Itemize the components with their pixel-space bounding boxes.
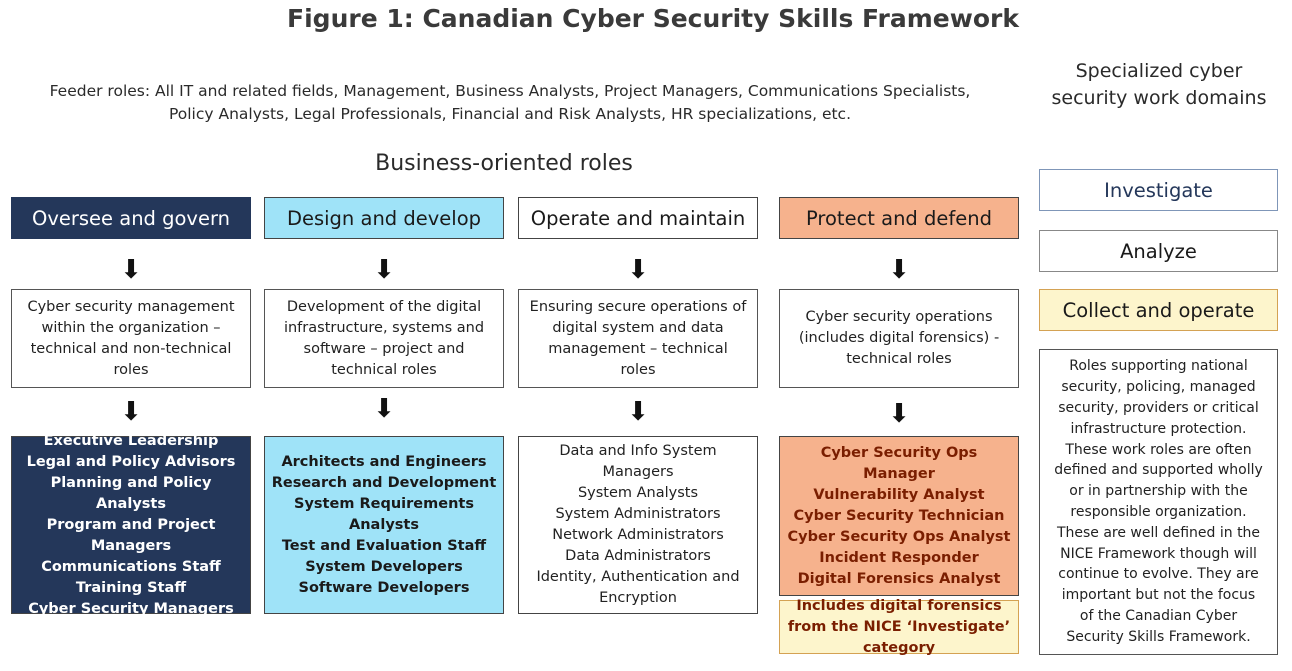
role-item: Data and Info System Managers: [559, 443, 717, 480]
column-header-design-develop: Design and develop: [264, 197, 504, 239]
role-item: Identity, Authentication and Encryption: [536, 569, 740, 606]
down-arrow-icon: ⬇: [373, 394, 395, 424]
down-arrow-icon: ⬇: [888, 255, 910, 285]
role-item: Planning and Policy Analysts: [50, 474, 212, 512]
column-description-design-develop: Development of the digital infrastructure, systems and software – project and technical roles: [264, 289, 504, 388]
role-item: Digital Forensics Analyst: [797, 570, 1001, 587]
column-description-protect-defend: Cyber security operations (includes digital forensics) - technical roles: [779, 289, 1019, 388]
roles-box-operate-maintain: [518, 436, 758, 614]
role-item: System Analysts: [577, 485, 699, 501]
role-item: Legal and Policy Advisors: [26, 453, 236, 470]
role-item: System Developers: [305, 558, 463, 575]
role-item: Research and Development: [271, 474, 497, 491]
role-item: System Requirements Analysts: [294, 495, 474, 533]
specialized-domains-heading: Specialized cyber security work domains: [1051, 60, 1267, 109]
role-item: Cyber Security Ops Analyst: [787, 528, 1011, 545]
role-item: Executive Leadership: [43, 432, 219, 449]
feeder-roles-text: Feeder roles: All IT and related fields, Management, Business Analysts, Project Managers, Communications Specialists, Policy Analysts, Legal Professionals, Financial and Risk Analysts, HR specializations, etc.: [49, 82, 971, 123]
domain-investigate: Investigate: [1039, 169, 1278, 211]
down-arrow-icon: ⬇: [627, 255, 649, 285]
role-item: Cyber Security Managers: [28, 600, 234, 617]
role-item: Cyber Security Technician: [793, 507, 1005, 524]
role-item: Software Developers: [298, 579, 470, 596]
specialized-domains-description: Roles supporting national security, policing, managed security, providers or critical infrastructure protection. These work roles are often defined and supported wholly or in partnership with the responsible organization. These are well defined in the NICE Framework though will continue to evolve. They are important but not the focus of the Canadian Cyber Security Skills Framework.: [1039, 349, 1278, 655]
column-description-oversee-govern: Cyber security management within the organization – technical and non-technical roles: [11, 289, 251, 388]
role-item: Program and Project Managers: [46, 516, 216, 554]
role-item: Architects and Engineers: [281, 453, 487, 470]
roles-box-design-develop: [264, 436, 504, 614]
column-description-operate-maintain: Ensuring secure operations of digital system and data management – technical roles: [518, 289, 758, 388]
role-item: Data Administrators: [565, 548, 711, 564]
figure-title: Figure 1: Canadian Cyber Security Skills Framework: [287, 4, 1019, 33]
down-arrow-icon: ⬇: [120, 397, 142, 427]
role-item: Incident Responder: [819, 549, 979, 566]
column-header-oversee-govern: Oversee and govern: [11, 197, 251, 239]
business-oriented-heading: Business-oriented roles: [375, 151, 633, 176]
role-item: Training Staff: [75, 579, 187, 596]
down-arrow-icon: ⬇: [373, 255, 395, 285]
role-item: System Administrators: [555, 506, 721, 522]
roles-box-protect-defend: [779, 436, 1019, 596]
forensics-note: Includes digital forensics from the NICE ‘Investigate’ category: [779, 600, 1019, 654]
role-item: Vulnerability Analyst: [813, 486, 985, 503]
role-item: Cyber Security Ops Manager: [820, 444, 978, 482]
domain-analyze: Analyze: [1039, 230, 1278, 272]
down-arrow-icon: ⬇: [120, 255, 142, 285]
down-arrow-icon: ⬇: [888, 399, 910, 429]
role-item: Communications Staff: [41, 558, 221, 575]
roles-box-oversee-govern: [11, 432, 251, 617]
role-item: Network Administrators: [552, 527, 724, 543]
column-header-protect-defend: Protect and defend: [779, 197, 1019, 239]
column-header-operate-maintain: Operate and maintain: [518, 197, 758, 239]
domain-collect-operate: Collect and operate: [1039, 289, 1278, 331]
role-item: Test and Evaluation Staff: [281, 537, 487, 554]
down-arrow-icon: ⬇: [627, 397, 649, 427]
